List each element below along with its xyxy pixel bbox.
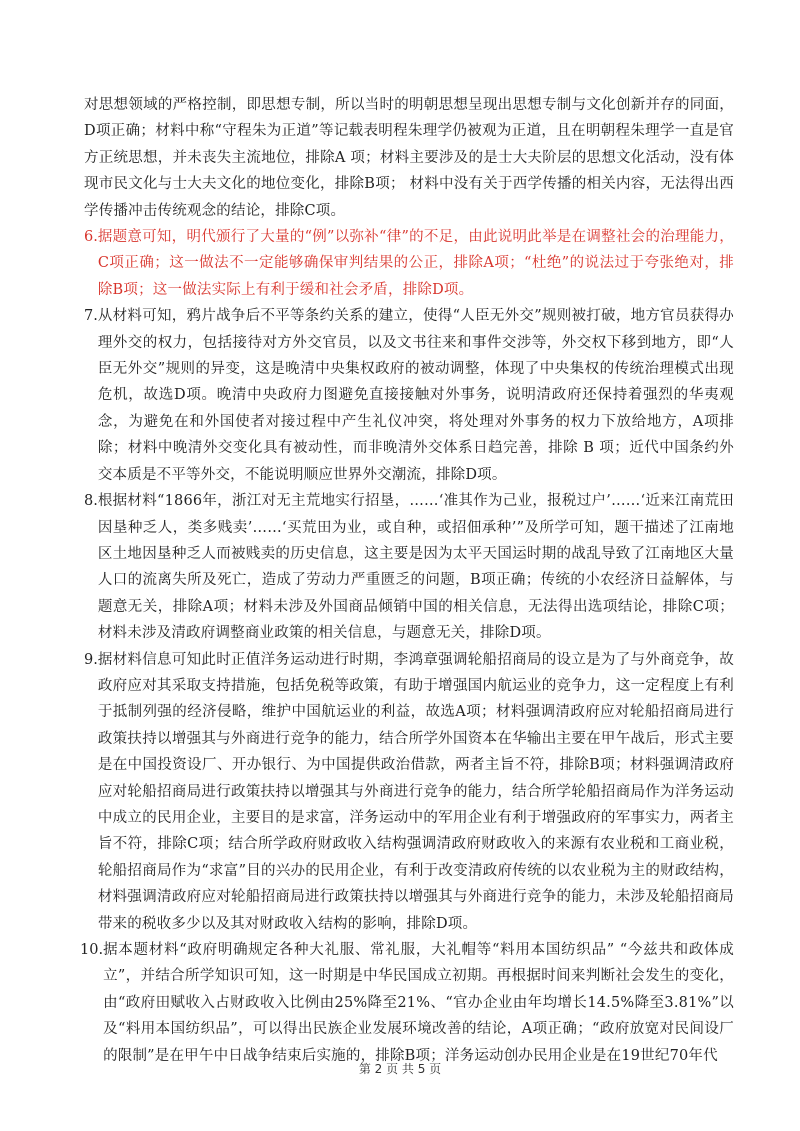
item-text: 根据材料“1866年，浙江对无主荒地实行招垦，……‘准其作为己业，报税过户’……‘近来江南荒田因垦种乏人，类多贱卖’……‘买荒田为业，或自种，或招佃承种’”及所学可知，题干描述了江南地区土地因垦种乏人而被贱卖的历史信息，这主要是因为太平天国运时期的战乱导致了江南地区大量人口的流离失所及死亡，造成了劳动力严重匮乏的问题，B项正确；传统的小农经济日益解体，与题意无关，排除A项；材料未涉及外国商品倾销中国的相关信息，无法得出选项结论，排除C项；材料未涉及清政府调整商业政策的相关信息，与题意无关，排除D项。 [97, 493, 734, 642]
item-text: 据材料信息可知此时正值洋务运动进行时期，李鸿章强调轮船招商局的设立是为了与外商竞争，故政府应对其采取支持措施，包括免税等政策，有助于增强国内航运业的竞争力，这一定程度上有利于抵制列强的经济侵略，维护中国航运业的利益，故选A项；材料强调清政府应对轮船招商局进行政策扶持以增强其与外商进行竞争的能力，结合所学外国资本在华输出主要在甲午战后，形式主要是在中国投资设厂、开办银行、为中国提供政治借款，两者主旨不符，排除B项；材料强调清政府应对轮船招商局进行政策扶持以增强其与外商进行竞争的能力，结合所学轮船招商局作为洋务运动中成立的民用企业，主要目的是求富，洋务运动中的军用企业有利于增强政府的军事实力，两者主旨不符，排除C项；结合所学政府财政收入结构强调清政府财政收入的来源有农业税和工商业税，轮船招商局作为“求富”目的兴办的民用企业，有利于改变清政府传统的以农业税为主的财政结构，材料强调清政府应对轮船招商局进行政策扶持以增强其与外商进行竞争的能力，未涉及轮船招商局带来的税收多少以及其对财政收入结构的影响，排除D项。 [97, 651, 734, 932]
answer-item-10 [80, 937, 734, 1069]
document-body [80, 92, 734, 1069]
item-text: 据题意可知，明代颁行了大量的“例”以弥补“律”的不足，由此说明此举是在调整社会的治理能力，C项正确；这一做法不一定能够确保审判结果的公正，排除A项；“杜绝”的说法过于夸张绝对，排除B项；这一做法实际上有利于缓和社会矛盾，排除D项。 [97, 229, 734, 298]
item-number: 8. [84, 493, 98, 510]
page-footer: 第 2 页 共 5 页 [358, 1062, 442, 1076]
item-text: 据本题材料“政府明确规定各种大礼服、常礼服，大礼帽等“料用本国纺织品” “今兹共和政体成立”，并结合所学知识可知，这一时期是中华民国成立初期。再根据时间来判断社会发生的变化，由“政府田赋收入占财政收入比例由25%降至21%、“官办企业由年均增长14.5%降至3.81%”以及“料用本国纺织品”，可以得出民族企业发展环境改善的结论，A项正确；“政府放宽对民间设厂的限制”是在甲午中日战争结束后实施的，排除B项；洋务运动创办民用企业是在19世纪70年代 [103, 942, 734, 1064]
intro-paragraph: 对思想领域的严格控制，即思想专制，所以当时的明朝思想呈现出思想专制与文化创新并存的同面，D项正确；材料中称“守程朱为正道”等记载表明程朱理学仍被观为正道，且在明朝程朱理学一直是官方正统思想，并未丧失主流地位，排除A 项；材料主要涉及的是士大夫阶层的思想文化活动，没有体现市民文化与士大夫文化的地位变化，排除B项； 材料中没有关于西学传播的相关内容，无法得出西学传播冲击传统观念的结论，排除C项。 [84, 97, 734, 219]
item-number: 7. [84, 308, 98, 325]
answer-item-7 [84, 303, 734, 488]
item-number: 9. [84, 651, 98, 668]
answer-item-9 [84, 647, 734, 937]
item-number: 10. [80, 942, 104, 958]
answer-item-6 [84, 224, 734, 303]
item-number: 6. [84, 229, 98, 246]
item-text: 从材料可知，鸦片战争后不平等条约关系的建立，使得“人臣无外交”规则被打破，地方官员获得办理外交的权力，包括接待对方外交官员，以及文书往来和事件交涉等，外交权下移到地方，即“人臣无外交”规则的异变，这是晚清中央集权政府的被动调整，体现了中央集权的传统治理模式出现危机，故选D项。晚清中央政府力图避免直接接触对外事务，说明清政府还保持着强烈的华夷观念，为避免在和外国使者对接过程中产生礼仪冲突，将处理对外事务的权力下放给地方，A项排除；材料中晚清外交变化具有被动性，而非晚清外交体系日趋完善，排除 B 项；近代中国条约外交本质是不平等外交，不能说明顺应世界外交潮流，排除D项。 [97, 308, 734, 483]
answer-item-8 [84, 488, 734, 646]
